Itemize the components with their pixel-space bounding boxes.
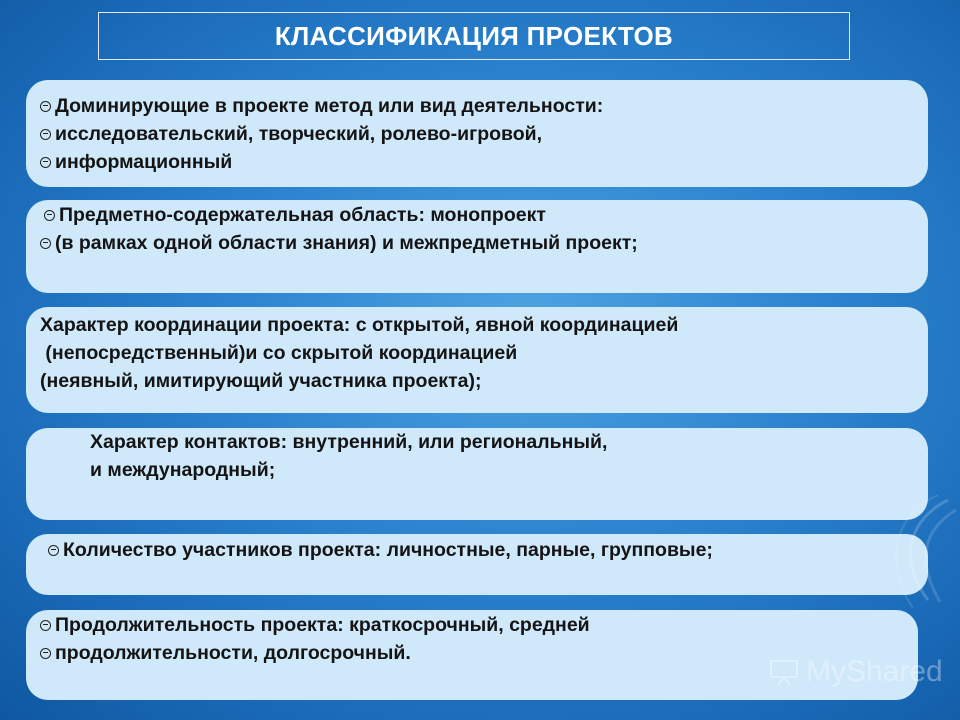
bullet-icon — [40, 157, 51, 168]
card-line — [40, 611, 918, 639]
card-line — [40, 120, 928, 148]
card-line-text: исследовательский, творческий, ролево-игровой, — [55, 123, 543, 145]
decorative-swirl-icon — [868, 490, 960, 610]
classification-card-activity-type — [26, 80, 928, 187]
classification-card-subject-area — [26, 200, 928, 293]
card-line — [40, 92, 928, 120]
bullet-icon — [40, 620, 51, 631]
card-line — [40, 339, 928, 367]
card-line-text: (неявный, имитирующий участника проекта); — [40, 370, 482, 392]
card-line-text: Предметно-содержательная область: монопроект — [59, 204, 546, 226]
card-line-text: Продолжительность проекта: краткосрочный, средней — [55, 614, 590, 636]
card-line-text: и международный; — [90, 459, 276, 481]
card-line — [44, 201, 928, 229]
bullet-icon — [44, 210, 55, 221]
card-line — [40, 148, 928, 176]
classification-card-coordination — [26, 307, 928, 413]
bullet-icon — [40, 238, 51, 249]
card-line-text: (в рамках одной области знания) и межпредметный проект; — [55, 232, 638, 254]
presentation-board-icon — [768, 658, 800, 686]
card-line — [90, 456, 928, 484]
card-line-text: Характер контактов: внутренний, или региональный, — [90, 431, 608, 453]
card-line-text: (непосредственный)и со скрытой координацией — [40, 342, 518, 364]
slide-title-box — [98, 12, 850, 60]
classification-card-participants — [26, 534, 928, 595]
card-line — [40, 311, 928, 339]
bullet-icon — [48, 545, 59, 556]
card-line-text: Доминирующие в проекте метод или вид деятельности: — [55, 95, 604, 117]
card-line — [40, 229, 928, 257]
watermark — [768, 655, 943, 689]
card-line — [90, 428, 928, 456]
slide-title: КЛАССИФИКАЦИЯ ПРОЕКТОВ — [274, 20, 674, 51]
card-line-text: информационный — [55, 151, 233, 173]
card-line-text: Характер координации проекта: с открытой, явной координацией — [40, 314, 679, 336]
card-line-text: продолжительности, долгосрочный. — [55, 642, 411, 664]
card-line — [48, 536, 928, 564]
bullet-icon — [40, 129, 51, 140]
bullet-icon — [40, 101, 51, 112]
classification-card-contacts — [26, 428, 928, 520]
card-line — [40, 367, 928, 395]
card-line-text: Количество участников проекта: личностные, парные, групповые; — [63, 539, 713, 561]
bullet-icon — [40, 648, 51, 659]
watermark-text: MyShared — [806, 655, 943, 688]
